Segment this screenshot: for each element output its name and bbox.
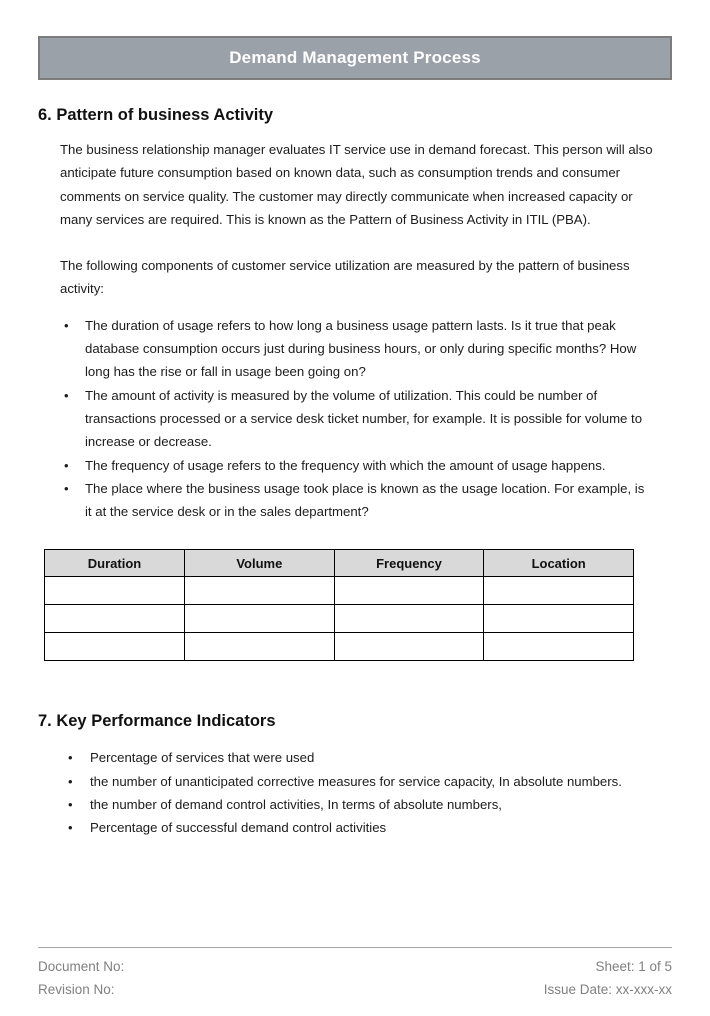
table-row <box>45 577 634 605</box>
table-cell <box>45 577 185 605</box>
footer-issue-date: Issue Date: xx-xxx-xx <box>543 981 672 997</box>
table-cell <box>185 577 335 605</box>
footer-revision-no: Revision No: <box>38 981 115 997</box>
list-item-kpi-1: • Percentage of services that were used <box>60 746 653 769</box>
section-6-heading: 6. Pattern of business Activity <box>38 106 274 124</box>
table-header-location: Location <box>484 550 634 577</box>
section-7-heading: 7. Key Performance Indicators <box>38 712 276 731</box>
pba-components-list <box>60 314 653 524</box>
footer-right <box>544 956 672 1001</box>
list-item-location: • The place where the business usage took place is known as the usage location. For example, is it at the service desk or in the sales department? <box>60 477 653 524</box>
table-cell <box>45 633 185 661</box>
footer-document-no: Document No: <box>38 959 125 974</box>
pba-components-table <box>44 549 634 661</box>
table-header-row <box>45 550 634 577</box>
table-cell <box>334 633 484 661</box>
table-header-frequency: Frequency <box>334 550 484 577</box>
table-cell <box>484 605 634 633</box>
list-item-volume: • The amount of activity is measured by the volume of utilization. This could be number of transactions processed or a service desk ticket number, for example. It is possible for volume to increase or decrease. <box>60 384 653 454</box>
table-header-volume: Volume <box>185 550 335 577</box>
list-item-duration: • The duration of usage refers to how long a business usage pattern lasts. Is it true that peak database consumption occurs just during business hours, or only during specific months? How long has the rise or fall in usage been going on? <box>60 314 653 384</box>
section-6-paragraph-2: The following components of customer service utilization are measured by the pattern of business activity: <box>60 258 630 297</box>
table-cell <box>185 633 335 661</box>
table-cell <box>484 633 634 661</box>
table-cell <box>334 577 484 605</box>
table-row <box>45 633 634 661</box>
table-row <box>45 605 634 633</box>
footer-left <box>38 956 124 1001</box>
page-footer <box>38 947 672 1001</box>
list-item-kpi-4: • Percentage of successful demand control activities <box>60 816 653 839</box>
table-cell <box>334 605 484 633</box>
kpi-list <box>60 746 653 839</box>
table-header-duration: Duration <box>45 550 185 577</box>
table-cell <box>185 605 335 633</box>
list-item-kpi-2: • the number of unanticipated corrective measures for service capacity, In absolute numbers. <box>60 770 653 793</box>
document-title-banner <box>38 36 672 80</box>
list-item-frequency: • The frequency of usage refers to the frequency with which the amount of usage happens. <box>60 454 653 477</box>
table-cell <box>484 577 634 605</box>
footer-sheet: Sheet: 1 of 5 <box>595 959 672 974</box>
section-6-paragraph-1: The business relationship manager evaluates IT service use in demand forecast. This person will also anticipate future consumption based on known data, such as consumption trends and consumer comments on service quality. The customer may directly communicate when increased capacity or many services are required. This is known as the Pattern of Business Activity in ITIL (PBA). <box>60 142 653 227</box>
list-item-kpi-3: • the number of demand control activities, In terms of absolute numbers, <box>60 793 653 816</box>
document-title: Demand Management Process <box>229 48 481 67</box>
table-cell <box>45 605 185 633</box>
